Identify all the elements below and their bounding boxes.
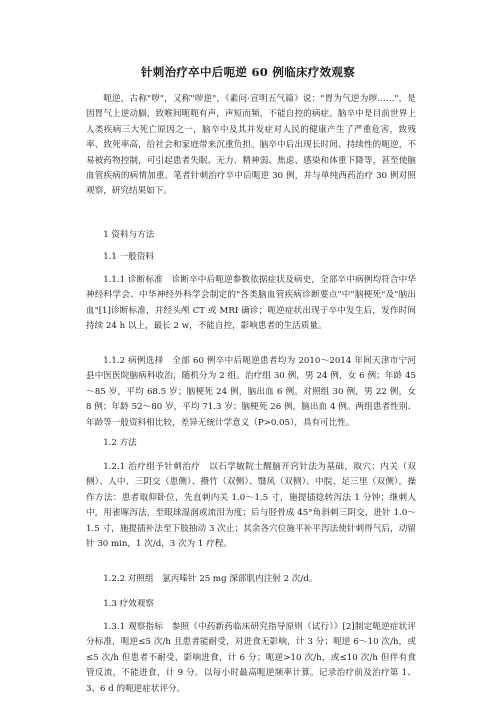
document-title: 针刺治疗卒中后呃逆 60 例临床疗效观察 — [140, 65, 355, 79]
paragraph-control-group: 1.2.2 对照组 氯丙嗪针 25 mg 深部肌内注射 2 次/d。 — [103, 574, 318, 584]
intro-paragraph: 呃逆，古称"哕"，又称"哕逆"，《素问·宣明五气篇》说："胃为气逆为哕……"，是因胃气上逆动膈，致喉间呃呃有声，声短而频，不能自控的病症。脑卒中是目前世界上人类疾病三大死亡原因之一，脑卒中及其并发症对人民的健康产生了严重危害，致残率、致死率高，给社会和家庭带来沉重负担。脑卒中后出现长时间、持续性的呃逆，不易被药物控制，可引起患者失眠、无力、精神弱、焦虑、感染和体重下降等，甚至使脑血管疾病的病情加重。笔者针刺治疗卒中后呃逆 30 例，并与单纯西药治疗 30 例对照观察，研究结果如下。 — [86, 94, 416, 197]
paragraph-observation-indicators: 1.3.1 观察指标 参照《中药新药临床研究指导原则（试行）》[2]制定呃逆症状评分标准，呃逆≤5 次/h 且患者能耐受，对进食无影响，计 3 分；呃逆 6～10 次/h，或≤5 次/h 但患者不耐受，影响进食，计 6 分；呃逆>10 次/h，或≤10 次/h 但伴有食管反流，不能进食，计 9 分。以每小时最高呃逆频率计算。记录治疗前及治疗第 1、3、6 d 的呃逆症状评分。 — [86, 622, 416, 694]
section-heading-materials-methods: 1 资料与方法 — [103, 230, 155, 240]
subsection-heading-general-data: 1.1 一般资料 — [103, 252, 154, 262]
paragraph-case-selection: 1.1.2 病例选择 全部 60 例卒中后呃逆患者均为 2010～2014 年间天津市宁河县中医医院脑病科收治，随机分为 2 组。治疗组 30 例，男 24 例，女 6 例；年龄 45～85 岁，平均 68.5 岁；脑梗死 24 例，脑出血 6 例。对照组 30 例，男 22 例，女 8 例；年龄 52～80 岁，平均 71.3 岁；脑梗死 26 例，脑出血 4 例。两组患者性别、年龄等一般资料相比较，差异无统计学意义（P>0.05），具有可比性。 — [86, 356, 416, 428]
paragraph-diagnostic-criteria: 1.1.1 诊断标准 诊断卒中后呃逆参数依据症状及病史，全部卒中病例均符合中华神经科学会、中华神经外科学会制定的"各类脑血管疾病诊断要点"中"脑梗死"及"脑出血"[1]诊断标准，并经头颅 CT 或 MRI 确诊；呃逆症状出现于卒中发生后，发作时间持续 24 h 以上，最长 2 w，不能自控，影响患者的生活质量。 — [86, 275, 416, 332]
subsection-heading-efficacy-observation: 1.3 疗效观察 — [103, 599, 154, 609]
subsection-heading-methods: 1.2 方法 — [103, 438, 137, 448]
paragraph-treatment-group: 1.2.1 治疗组予针刺治疗 以石学敏院士醒脑开窍针法为基础，取穴：内关（双侧）、人中、三阴交（患侧）、攒竹（双侧）、翳风（双侧）、中脘、足三里（双侧）。操作方法：患者取仰卧位，先直刺内关 1.0～1.5 寸，施提插捻转泻法 1 分钟；继刺人中，用雀啄泻法，至眼球湿润或流泪为度；后与胫骨成 45°角斜刺三阴交，进针 1.0～1.5 寸，施提插补法至下肢抽动 3 次止；其余各穴位施平补平泻法使针刺得气后，动留针 30 min，1 次/d，3 次为 1 疗程。 — [86, 462, 416, 550]
